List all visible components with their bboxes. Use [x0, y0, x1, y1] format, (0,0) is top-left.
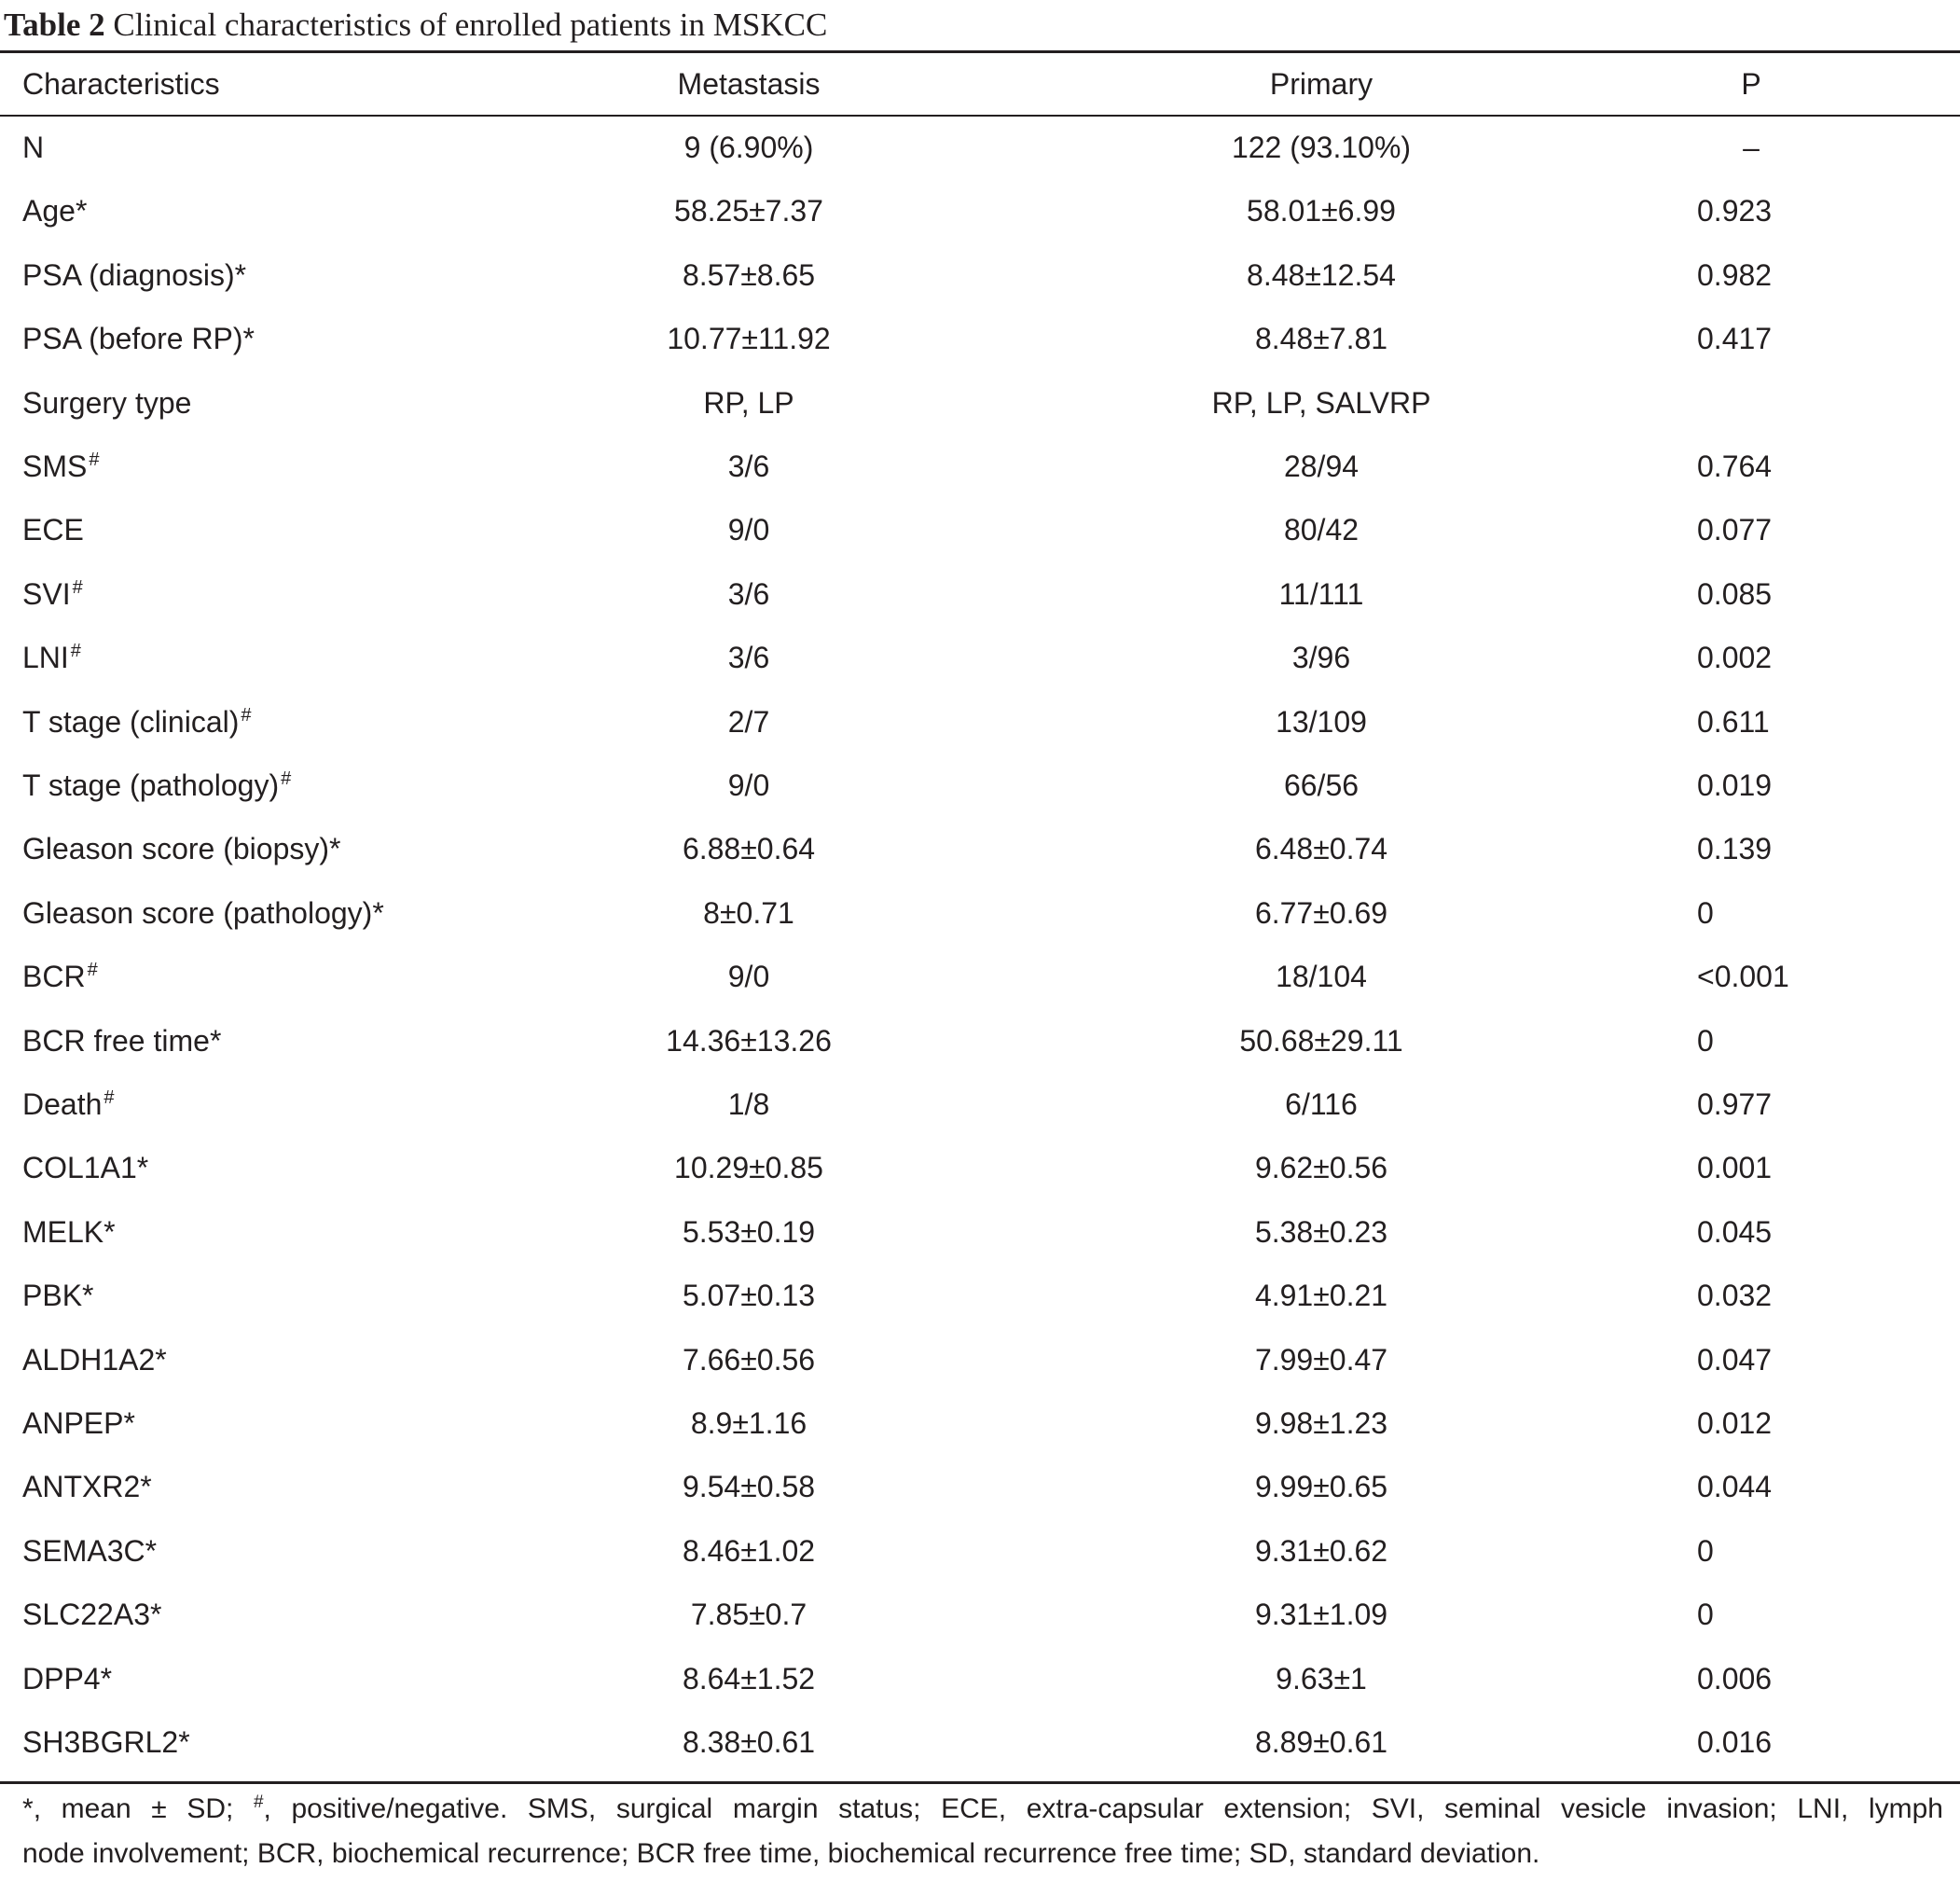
p-value-cell: 0: [1697, 1533, 1714, 1568]
metastasis-cell: 5.07±0.13: [682, 1279, 816, 1313]
metastasis-cell: 9/0: [727, 513, 770, 547]
primary-cell: 9.31±0.62: [1254, 1533, 1388, 1568]
p-value-cell: 0.045: [1697, 1214, 1773, 1249]
p-value-cell: –: [1743, 131, 1760, 164]
metastasis-cell: 3/6: [727, 576, 770, 611]
primary-cell: 9.31±1.09: [1254, 1598, 1388, 1632]
characteristic-name: PSA (diagnosis): [22, 257, 235, 292]
characteristic-name: T stage (clinical): [22, 704, 240, 739]
table-row: [0, 1710, 1960, 1774]
table-row: [0, 116, 1960, 179]
table-row: [0, 1391, 1960, 1455]
table-row: [0, 307, 1960, 370]
mean-sd-mark: *: [149, 1598, 162, 1632]
table-row: [0, 371, 1960, 435]
primary-cell: 9.63±1: [1276, 1661, 1367, 1695]
p-value-cell: 0.085: [1697, 576, 1773, 611]
table-row: [0, 690, 1960, 754]
table-row: [0, 1647, 1960, 1710]
p-value-cell: 0.032: [1697, 1279, 1773, 1313]
table-row: [0, 881, 1960, 945]
metastasis-cell: 2/7: [727, 704, 770, 739]
primary-cell: 13/109: [1276, 704, 1367, 739]
characteristic-name: SVI: [22, 576, 71, 611]
primary-cell: 4.91±0.21: [1254, 1279, 1388, 1313]
table-caption: Clinical characteristics of enrolled patients in MSKCC: [113, 7, 828, 43]
positive-negative-mark: #: [281, 768, 292, 789]
characteristic-cell: [22, 1583, 161, 1646]
positive-negative-mark: #: [241, 704, 252, 726]
p-value-cell: 0.977: [1697, 1087, 1773, 1121]
p-value-cell: 0.001: [1697, 1151, 1773, 1185]
p-value-cell: 0.417: [1697, 322, 1773, 356]
footnote-line-2: node involvement; BCR, biochemical recurrence; BCR free time, biochemical recurrence free time; SD, standard deviation.: [22, 1838, 1540, 1869]
mean-sd-mark: *: [100, 1661, 113, 1695]
characteristic-cell: [22, 1136, 148, 1199]
primary-cell: 9.99±0.65: [1254, 1470, 1388, 1504]
characteristic-name: PBK: [22, 1279, 83, 1313]
metastasis-cell: 58.25±7.37: [674, 194, 823, 228]
metastasis-cell: 8.57±8.65: [682, 257, 816, 292]
characteristic-cell: [22, 1328, 167, 1391]
footnote-star-text: , mean ± SD;: [33, 1793, 254, 1824]
header-p: P: [1741, 67, 1761, 101]
characteristic-name: N: [22, 131, 45, 164]
p-value-cell: 0.923: [1697, 194, 1773, 228]
metastasis-cell: 3/6: [727, 450, 770, 483]
characteristic-cell: [22, 1391, 135, 1455]
p-value-cell: 0: [1697, 895, 1714, 930]
metastasis-cell: 1/8: [727, 1087, 770, 1121]
footnote: [22, 1789, 1943, 1875]
table-row: [0, 1009, 1960, 1072]
positive-negative-mark: #: [72, 576, 83, 598]
p-value-cell: 0.139: [1697, 832, 1773, 866]
table-row: [0, 243, 1960, 307]
metastasis-cell: 9/0: [727, 768, 770, 802]
characteristic-name: SMS: [22, 450, 88, 483]
primary-cell: 28/94: [1283, 450, 1360, 483]
characteristic-cell: [22, 1519, 157, 1583]
table-row: [0, 1455, 1960, 1518]
characteristic-cell: [22, 690, 252, 754]
mean-sd-mark: *: [82, 1279, 94, 1313]
metastasis-cell: 7.66±0.56: [682, 1342, 816, 1377]
p-value-cell: <0.001: [1697, 960, 1789, 994]
characteristic-cell: [22, 116, 44, 179]
characteristic-name: PSA (before RP): [22, 322, 243, 356]
characteristic-name: ANTXR2: [22, 1470, 141, 1504]
table-row: [0, 1200, 1960, 1264]
characteristic-cell: [22, 945, 98, 1008]
metastasis-cell: 8±0.71: [703, 895, 794, 930]
footnote-line-1: [22, 1789, 1943, 1834]
p-value-cell: 0.019: [1697, 768, 1773, 802]
footnote-hash-mark: #: [253, 1792, 264, 1812]
mean-sd-mark: *: [329, 832, 341, 866]
characteristic-name: DPP4: [22, 1661, 101, 1695]
mean-sd-mark: *: [178, 1725, 190, 1759]
footnote-star-mark: *: [22, 1793, 34, 1824]
p-value-cell: 0.077: [1697, 513, 1773, 547]
characteristic-cell: [22, 1710, 190, 1774]
p-value-cell: 0: [1697, 1598, 1714, 1632]
p-value-cell: 0.982: [1697, 257, 1773, 292]
positive-negative-mark: #: [70, 641, 81, 662]
positive-negative-mark: #: [104, 1087, 115, 1108]
p-value-cell: 0.006: [1697, 1661, 1773, 1695]
characteristic-name: ANPEP: [22, 1406, 124, 1440]
header-metastasis: Metastasis: [677, 67, 821, 101]
metastasis-cell: 8.38±0.61: [682, 1725, 816, 1759]
table-row: [0, 1328, 1960, 1391]
characteristic-cell: [22, 562, 83, 626]
characteristic-cell: [22, 1200, 116, 1264]
mean-sd-mark: *: [75, 194, 88, 228]
characteristic-cell: [22, 371, 191, 435]
metastasis-cell: 9 (6.90%): [683, 131, 814, 164]
p-value-cell: 0: [1697, 1023, 1714, 1058]
p-value-cell: 0.016: [1697, 1725, 1773, 1759]
header-primary: Primary: [1269, 67, 1373, 101]
primary-cell: 6.77±0.69: [1254, 895, 1388, 930]
table-row: [0, 179, 1960, 242]
positive-negative-mark: #: [87, 960, 98, 981]
primary-cell: 66/56: [1283, 768, 1360, 802]
primary-cell: 8.48±12.54: [1247, 257, 1396, 292]
characteristic-name: SH3BGRL2: [22, 1725, 179, 1759]
characteristic-name: Gleason score (biopsy): [22, 832, 330, 866]
primary-cell: 50.68±29.11: [1239, 1023, 1403, 1058]
header-row: [0, 52, 1960, 116]
mean-sd-mark: *: [140, 1470, 152, 1504]
metastasis-cell: 8.46±1.02: [682, 1533, 816, 1568]
table-row: [0, 1136, 1960, 1199]
primary-cell: 7.99±0.47: [1254, 1342, 1388, 1377]
characteristic-name: Gleason score (pathology): [22, 895, 373, 930]
table-row: [0, 435, 1960, 498]
primary-cell: RP, LP, SALVRP: [1211, 385, 1431, 420]
metastasis-cell: 6.88±0.64: [682, 832, 816, 866]
characteristic-cell: [22, 817, 340, 880]
characteristic-name: COL1A1: [22, 1151, 137, 1185]
table-row: [0, 1519, 1960, 1583]
mean-sd-mark: *: [234, 257, 247, 292]
characteristic-cell: [22, 1647, 112, 1710]
p-value-cell: 0.002: [1697, 641, 1773, 675]
mean-sd-mark: *: [136, 1151, 149, 1185]
header-characteristics: Characteristics: [22, 67, 220, 101]
characteristic-cell: [22, 1009, 221, 1072]
p-value-cell: 0.764: [1697, 450, 1773, 483]
table-row: [0, 1583, 1960, 1646]
positive-negative-mark: #: [89, 450, 100, 470]
primary-cell: 5.38±0.23: [1254, 1214, 1388, 1249]
mean-sd-mark: *: [242, 322, 255, 356]
metastasis-cell: 8.9±1.16: [690, 1406, 807, 1440]
metastasis-cell: 3/6: [727, 641, 770, 675]
characteristic-cell: [22, 1072, 115, 1136]
footnote-line1-text: , positive/negative. SMS, surgical margin status; ECE, extra-capsular extension; SVI, seminal vesicle invasion; LNI, lymph: [263, 1793, 1943, 1824]
characteristic-name: T stage (pathology): [22, 768, 280, 802]
characteristic-cell: [22, 754, 291, 817]
table-number: Table 2: [4, 7, 105, 43]
primary-cell: 18/104: [1276, 960, 1367, 994]
metastasis-cell: 7.85±0.7: [690, 1598, 807, 1632]
characteristic-cell: [22, 243, 246, 307]
characteristic-name: SLC22A3: [22, 1598, 150, 1632]
table-row: [0, 817, 1960, 880]
mean-sd-mark: *: [123, 1406, 135, 1440]
primary-cell: 11/111: [1278, 576, 1364, 611]
characteristic-name: Surgery type: [22, 385, 192, 420]
primary-cell: 3/96: [1291, 641, 1351, 675]
characteristic-name: BCR: [22, 960, 86, 994]
bottom-rule: [0, 1781, 1960, 1784]
metastasis-cell: 10.29±0.85: [674, 1151, 823, 1185]
p-value-cell: 0.012: [1697, 1406, 1773, 1440]
characteristic-name: LNI: [22, 641, 69, 675]
p-value-cell: 0.611: [1697, 704, 1770, 739]
primary-cell: 80/42: [1283, 513, 1360, 547]
table-row: [0, 626, 1960, 689]
characteristic-cell: [22, 1264, 93, 1327]
table-row: [0, 562, 1960, 626]
characteristic-name: Age: [22, 194, 76, 228]
primary-cell: 9.62±0.56: [1254, 1151, 1388, 1185]
primary-cell: 8.89±0.61: [1254, 1725, 1388, 1759]
mean-sd-mark: *: [145, 1533, 158, 1568]
table-row: [0, 1072, 1960, 1136]
characteristic-name: ALDH1A2: [22, 1342, 156, 1377]
mean-sd-mark: *: [372, 895, 384, 930]
metastasis-cell: 14.36±13.26: [666, 1023, 832, 1058]
table-row: [0, 945, 1960, 1008]
characteristic-cell: [22, 1455, 152, 1518]
table-row: [0, 1264, 1960, 1327]
characteristic-cell: [22, 881, 384, 945]
characteristic-name: Death: [22, 1087, 103, 1121]
characteristic-name: MELK: [22, 1214, 104, 1249]
mean-sd-mark: *: [155, 1342, 167, 1377]
table-row: [0, 498, 1960, 561]
characteristic-cell: [22, 498, 84, 561]
characteristic-cell: [22, 626, 81, 689]
metastasis-cell: 8.64±1.52: [682, 1661, 816, 1695]
characteristic-name: BCR free time: [22, 1023, 210, 1058]
primary-cell: 122 (93.10%): [1231, 131, 1412, 164]
metastasis-cell: 10.77±11.92: [667, 322, 831, 356]
characteristic-cell: [22, 179, 87, 242]
metastasis-cell: 5.53±0.19: [682, 1214, 816, 1249]
mean-sd-mark: *: [104, 1214, 116, 1249]
primary-cell: 6/116: [1285, 1087, 1358, 1121]
characteristic-name: ECE: [22, 513, 84, 547]
characteristic-name: SEMA3C: [22, 1533, 145, 1568]
primary-cell: 9.98±1.23: [1254, 1406, 1388, 1440]
metastasis-cell: RP, LP: [703, 385, 794, 420]
characteristic-cell: [22, 307, 255, 370]
primary-cell: 6.48±0.74: [1254, 832, 1388, 866]
characteristic-cell: [22, 435, 99, 498]
primary-cell: 8.48±7.81: [1254, 322, 1388, 356]
p-value-cell: 0.044: [1697, 1470, 1773, 1504]
table-row: [0, 754, 1960, 817]
metastasis-cell: 9/0: [727, 960, 770, 994]
metastasis-cell: 9.54±0.58: [682, 1470, 816, 1504]
primary-cell: 58.01±6.99: [1247, 194, 1396, 228]
mean-sd-mark: *: [209, 1023, 222, 1058]
p-value-cell: 0.047: [1697, 1342, 1773, 1377]
